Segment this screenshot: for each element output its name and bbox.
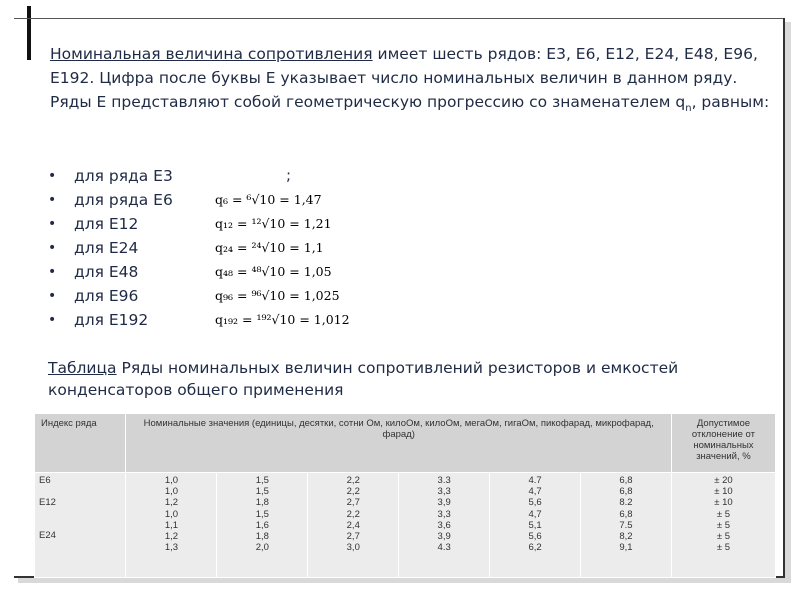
cell-tolerance: ± 10 xyxy=(714,486,733,498)
index-spacer xyxy=(39,508,121,519)
cell-value: 3.3 xyxy=(437,475,451,486)
intro-term: Номинальная величина сопротивления xyxy=(50,45,373,63)
cell-value: 6,8 xyxy=(619,508,633,520)
formula-e3-semicolon: ; xyxy=(286,166,292,184)
bullet-icon: • xyxy=(48,168,57,184)
intro-subscript: n xyxy=(685,103,692,115)
cell-value: 6,8 xyxy=(619,475,633,486)
bullet-icon: • xyxy=(48,240,57,256)
cell-tolerance: ± 5 xyxy=(716,531,731,543)
cell-value: 5,1 xyxy=(528,519,542,531)
bullet-icon: • xyxy=(48,216,57,232)
bullet-icon: • xyxy=(48,312,57,328)
cell-tolerance: ± 5 xyxy=(716,519,731,531)
cell-value: 1,0 xyxy=(164,486,179,498)
intro-paragraph xyxy=(50,42,770,121)
list-item-label: для Е24 xyxy=(74,239,139,257)
list-item-label: для Е48 xyxy=(74,263,139,281)
cell-value: 1,1 xyxy=(164,519,179,531)
formula-e48: q₄₈ = ⁴⁸√10 = 1,05 xyxy=(215,264,332,279)
cell-value: 1,8 xyxy=(255,497,269,509)
cell-value: 2,2 xyxy=(346,508,360,520)
value-column xyxy=(126,473,217,578)
cell-value: 8,2 xyxy=(619,531,633,543)
cell-value: 5,6 xyxy=(528,497,542,509)
table-caption xyxy=(48,357,768,401)
header-tolerance: Допустимое отклонение от номинальных значений, % xyxy=(671,414,775,473)
cell-value: 2,7 xyxy=(346,531,360,543)
list-item-label: для Е12 xyxy=(74,215,139,233)
value-column xyxy=(490,473,581,578)
slide-marker-vertical xyxy=(27,6,31,60)
cell-value: 1,8 xyxy=(255,531,269,543)
cell-tolerance: ± 5 xyxy=(716,542,731,554)
cell-value: 3,3 xyxy=(437,486,451,498)
header-index: Индекс ряда xyxy=(35,414,126,473)
list-item xyxy=(48,164,368,188)
index-e6: Е6 xyxy=(39,475,51,486)
cell-value: 1,0 xyxy=(164,475,179,486)
slide-shadow-right xyxy=(785,22,791,582)
cell-value: 1,3 xyxy=(164,542,179,554)
list-item-label: для Е192 xyxy=(74,311,149,329)
cell-value: 2,2 xyxy=(346,475,360,486)
index-spacer xyxy=(39,519,121,530)
tolerance-column xyxy=(671,473,775,578)
table-row xyxy=(35,473,776,578)
list-item-label: для ряда Е6 xyxy=(74,191,173,209)
cell-value: 1,5 xyxy=(255,475,269,486)
value-column xyxy=(308,473,399,578)
list-item-label: для ряда Е3 xyxy=(74,167,173,185)
values-table xyxy=(34,413,776,578)
cell-value: 5,6 xyxy=(528,531,542,543)
index-cell xyxy=(35,473,126,578)
list-item-label: для Е96 xyxy=(74,287,139,305)
index-e12: Е12 xyxy=(39,497,56,508)
table-caption-label: Таблица xyxy=(48,359,117,377)
table-header-row xyxy=(35,414,776,473)
cell-tolerance: ± 10 xyxy=(714,497,733,509)
cell-value: 6,8 xyxy=(619,486,633,498)
index-e24: Е24 xyxy=(39,530,56,541)
cell-value: 1,0 xyxy=(164,508,179,520)
bullet-icon: • xyxy=(48,192,57,208)
cell-value: 4.7 xyxy=(528,475,542,486)
cell-value: 8.2 xyxy=(619,497,633,509)
formula-e192: q₁₉₂ = ¹⁹²√10 = 1,012 xyxy=(215,312,350,327)
cell-value: 1,5 xyxy=(255,508,269,520)
cell-tolerance: ± 5 xyxy=(716,508,731,520)
header-values: Номинальные значения (единицы, десятки, сотни Ом, килоОм, килоОм, мегаОм, гигаОм, пикофарад, микрофарад, фарад) xyxy=(126,414,671,473)
index-spacer xyxy=(39,486,121,497)
value-column xyxy=(581,473,672,578)
cell-value: 3,0 xyxy=(346,542,360,554)
bullet-icon: • xyxy=(48,264,57,280)
cell-value: 1,2 xyxy=(164,497,179,509)
cell-value: 3,9 xyxy=(437,497,451,509)
cell-value: 1,6 xyxy=(255,519,269,531)
cell-tolerance: ± 20 xyxy=(714,475,733,486)
cell-value: 4.3 xyxy=(437,542,451,554)
value-column xyxy=(399,473,490,578)
cell-value: 2,2 xyxy=(346,486,360,498)
cell-value: 3,6 xyxy=(437,519,451,531)
cell-value: 3,3 xyxy=(437,508,451,520)
bullet-icon: • xyxy=(48,288,57,304)
slide-frame-right xyxy=(783,18,785,578)
formula-e96: q₉₆ = ⁹⁶√10 = 1,025 xyxy=(215,288,340,303)
formula-e6: q₆ = ⁶√10 = 1,47 xyxy=(215,192,322,207)
cell-value: 4,7 xyxy=(528,486,542,498)
cell-value: 4,7 xyxy=(528,508,542,520)
cell-value: 7.5 xyxy=(619,519,633,531)
cell-value: 1,5 xyxy=(255,486,269,498)
cell-value: 2,7 xyxy=(346,497,360,509)
formula-e24: q₂₄ = ²⁴√10 = 1,1 xyxy=(215,240,324,255)
value-column xyxy=(217,473,308,578)
intro-text2: Ряды Е представляют собой геометрическую прогрессию со знаменателем q xyxy=(50,93,686,111)
cell-value: 3,9 xyxy=(437,531,451,543)
cell-value: 2,0 xyxy=(255,542,269,554)
cell-value: 6,2 xyxy=(528,542,542,554)
slide-frame-top xyxy=(14,18,784,19)
cell-value: 9,1 xyxy=(619,542,633,554)
cell-value: 1,2 xyxy=(164,531,179,543)
cell-value: 2,4 xyxy=(346,519,360,531)
intro-text1: имеет шесть рядов: Е3, Е6, Е12, Е24, Е48, Е96, Е192. Цифра после буквы Е указывает число номинальных величин в данном ряду. xyxy=(50,45,758,87)
formula-e12: q₁₂ = ¹²√10 = 1,21 xyxy=(215,216,332,231)
slide-shadow-bottom xyxy=(18,578,791,583)
table-caption-text: Ряды номинальных величин сопротивлений резисторов и емкостей конденсаторов общего применения xyxy=(48,359,679,399)
intro-text2-end: , равным: xyxy=(691,93,770,111)
